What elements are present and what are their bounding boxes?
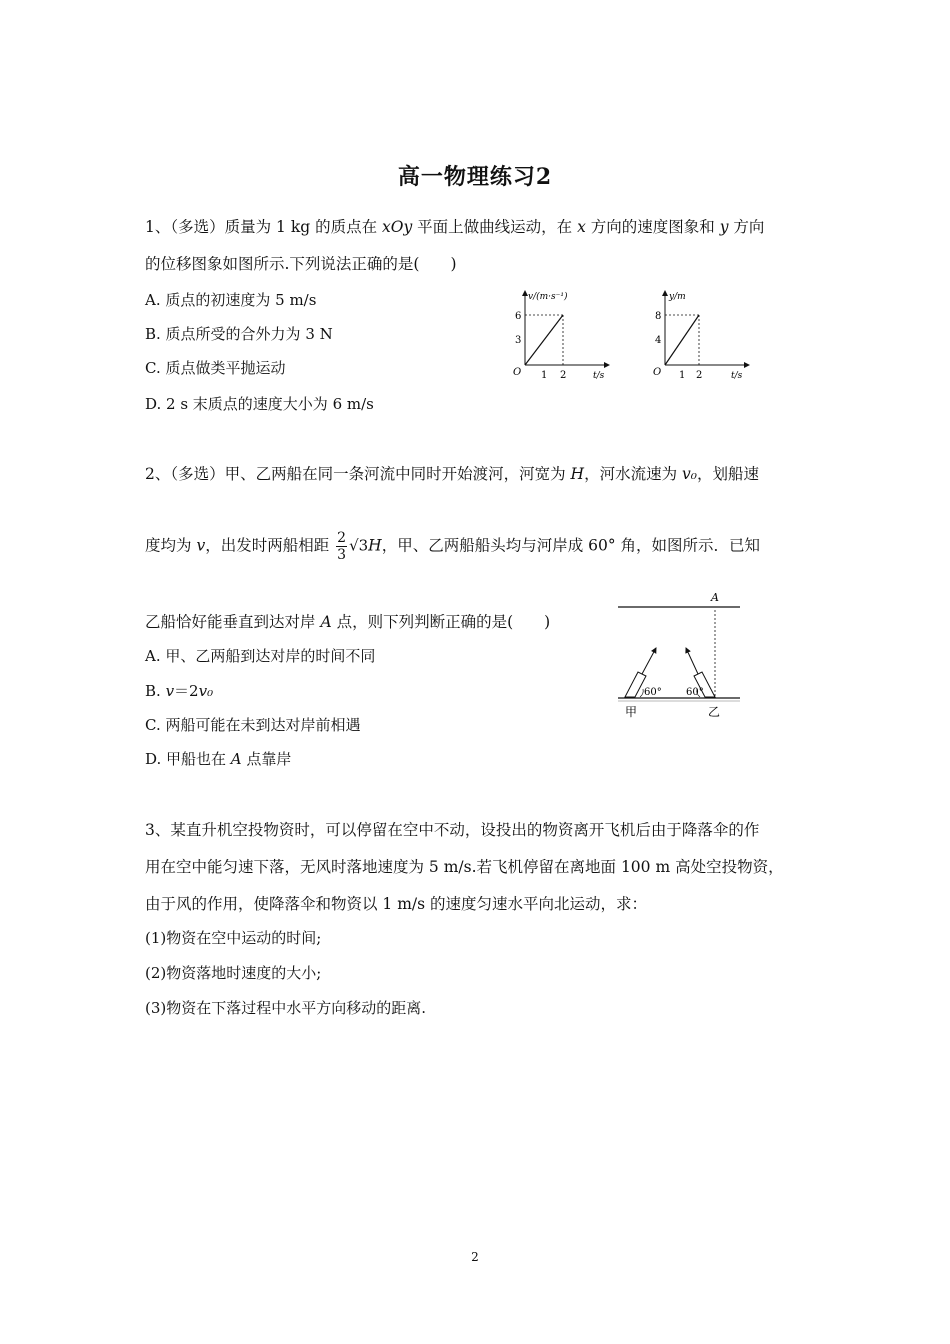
graph2-xtick-1: 1 xyxy=(679,370,686,381)
graph1-ytick-mid: 3 xyxy=(515,335,522,346)
page-title: 高一物理练习2 xyxy=(397,164,553,190)
graph1-ylabel: v/(m·s⁻¹) xyxy=(528,292,568,302)
q2-line-3: 乙船恰好能垂直到达对岸 A 点，则下列判断正确的是( ) xyxy=(145,613,551,631)
boat-yi-label: 乙 xyxy=(708,705,721,719)
fraction-two-thirds: $\frac{2}{3}$ xyxy=(337,530,347,563)
q3-line-2: 用在空中能匀速下落，无风时落地速度为 5 m/s.若飞机停留在离地面 100 m 高处空投物资， xyxy=(145,858,784,876)
q3-part-2: (2)物资落地时速度的大小; xyxy=(145,964,322,982)
q1-option-d: D. 2 s 末质点的速度大小为 6 m/s xyxy=(145,395,374,413)
q1-option-b: B. 质点所受的合外力为 3 N xyxy=(145,325,333,343)
q3-line-1: 3、某直升机空投物资时，可以停留在空中不动，设投出的物资离开飞机后由于降落伞的作 xyxy=(145,821,760,839)
graph1-ytick-top: 6 xyxy=(515,311,522,322)
page-number: 2 xyxy=(471,1250,479,1264)
q2-option-c: C. 两船可能在未到达对岸前相遇 xyxy=(145,716,361,734)
graph2-xtick-2: 2 xyxy=(696,370,703,381)
q2-option-d: D. 甲船也在 A 点靠岸 xyxy=(145,750,292,768)
sqrt-three: √3 xyxy=(349,536,369,555)
boat-jia-label: 甲 xyxy=(625,705,638,719)
q3-part-3: (3)物资在下落过程中水平方向移动的距离. xyxy=(145,999,427,1017)
angle-label-2: 60° xyxy=(686,687,704,698)
q3-part-1: (1)物资在空中运动的时间; xyxy=(145,929,322,947)
q1-line-2: 的位移图象如图所示.下列说法正确的是( ) xyxy=(145,255,457,273)
graph1-xtick-1: 1 xyxy=(541,370,548,381)
q3-line-3: 由于风的作用，使降落伞和物资以 1 m/s 的速度匀速水平向北运动，求： xyxy=(145,895,648,913)
q1-velocity-graph xyxy=(505,285,615,385)
graph2-xlabel: t/s xyxy=(731,371,743,381)
q1-line-1: 1、（多选）质量为 1 kg 的质点在 xOy 平面上做曲线运动，在 x 方向的速度图象和 y 方向 xyxy=(145,218,765,236)
graph1-xlabel: t/s xyxy=(593,371,605,381)
q2-river-figure xyxy=(612,588,752,723)
q2-option-a: A. 甲、乙两船到达对岸的时间不同 xyxy=(145,647,376,665)
graph2-ytick-mid: 4 xyxy=(655,335,662,346)
q2-option-b: B. v＝2v₀ xyxy=(145,682,214,700)
q1-displacement-graph xyxy=(645,285,755,385)
angle-label-1: 60° xyxy=(644,687,662,698)
q1-option-a: A. 质点的初速度为 5 m/s xyxy=(145,291,317,309)
graph1-origin: O xyxy=(513,367,522,378)
graph2-ylabel: y/m xyxy=(669,292,686,302)
point-a-label: A xyxy=(711,591,719,604)
graph2-ytick-top: 8 xyxy=(655,311,662,322)
q2-line-2: 度均为 v，出发时两船相距 $\frac{2}{3}$ √3H，甲、乙两船船头均与河岸成 60° 角，如图所示．已知 xyxy=(145,530,761,563)
q1-option-c: C. 质点做类平抛运动 xyxy=(145,359,286,377)
graph2-origin: O xyxy=(653,367,662,378)
graph1-xtick-2: 2 xyxy=(560,370,567,381)
q2-line-1: 2、（多选）甲、乙两船在同一条河流中同时开始渡河，河宽为 H，河水流速为 v₀，划船速 xyxy=(145,465,760,483)
